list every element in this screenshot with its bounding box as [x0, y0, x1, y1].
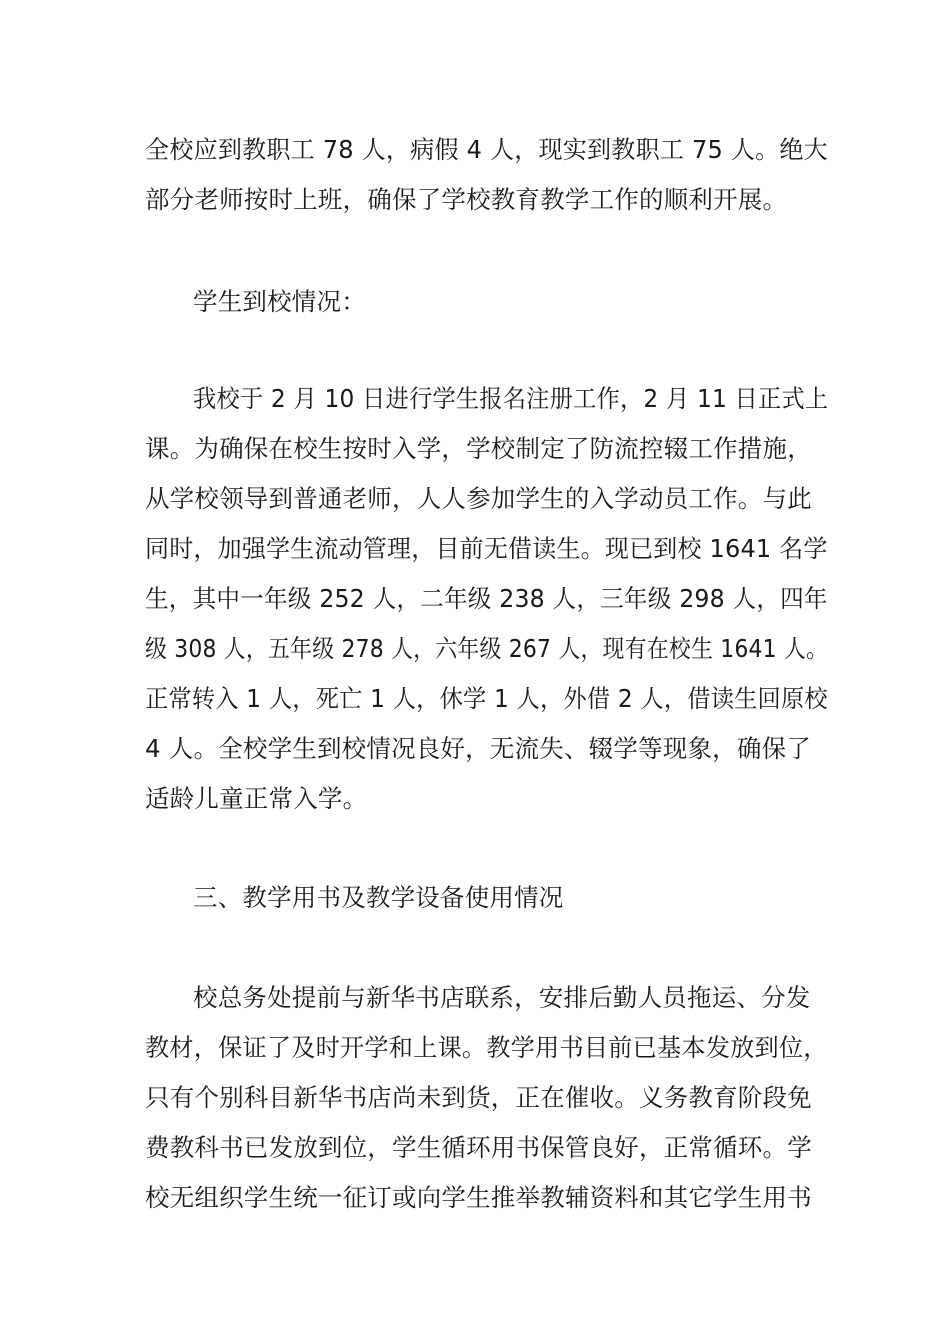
paragraph-students-line-4: 同时，加强学生流动管理，目前无借读生。现已到校 1641 名学 — [145, 534, 828, 563]
paragraph-books-line-2: 教材，保证了及时开学和上课。教学用书目前已基本发放到位， — [145, 1033, 828, 1062]
paragraph-books-line-4: 费教科书已发放到位，学生循环用书保管良好，正常循环。学 — [145, 1133, 812, 1162]
paragraph-books-line-3: 只有个别科目新华书店尚未到货，正在催收。义务教育阶段免 — [145, 1083, 812, 1112]
paragraph-students-line-6: 级 308 人，五年级 278 人，六年级 267 人，现有在校生 1641 人。 — [145, 634, 829, 663]
paragraph-students-line-9: 适龄儿童正常入学。 — [145, 784, 368, 813]
paragraph-students-line-3: 从学校领导到普通老师，人人参加学生的入学动员工作。与此 — [145, 484, 812, 513]
paragraph-students-line-5: 生，其中一年级 252 人，二年级 238 人，三年级 298 人，四年 — [145, 584, 828, 613]
heading-section-three: 三、教学用书及教学设备使用情况 — [193, 883, 564, 912]
paragraph-books-line-1: 校总务处提前与新华书店联系，安排后勤人员拖运、分发 — [193, 983, 811, 1012]
paragraph-students-line-8: 4 人。全校学生到校情况良好，无流失、辍学等现象，确保了 — [145, 734, 811, 763]
paragraph-students-line-2: 课。为确保在校生按时入学，学校制定了防流控辍工作措施， — [145, 434, 812, 463]
heading-student-attendance: 学生到校情况： — [193, 287, 366, 316]
paragraph-books-line-5: 校无组织学生统一征订或向学生推举教辅资料和其它学生用书 — [145, 1183, 812, 1212]
paragraph-students-line-7: 正常转入 1 人，死亡 1 人，休学 1 人，外借 2 人，借读生回原校 — [145, 684, 828, 713]
paragraph-staff-line-1: 全校应到教职工 78 人，病假 4 人，现实到教职工 75 人。绝大 — [145, 135, 828, 164]
paragraph-staff-line-2: 部分老师按时上班，确保了学校教育教学工作的顺利开展。 — [145, 185, 788, 214]
paragraph-students-line-1: 我校于 2 月 10 日进行学生报名注册工作，2 月 11 日正式上 — [193, 384, 829, 413]
